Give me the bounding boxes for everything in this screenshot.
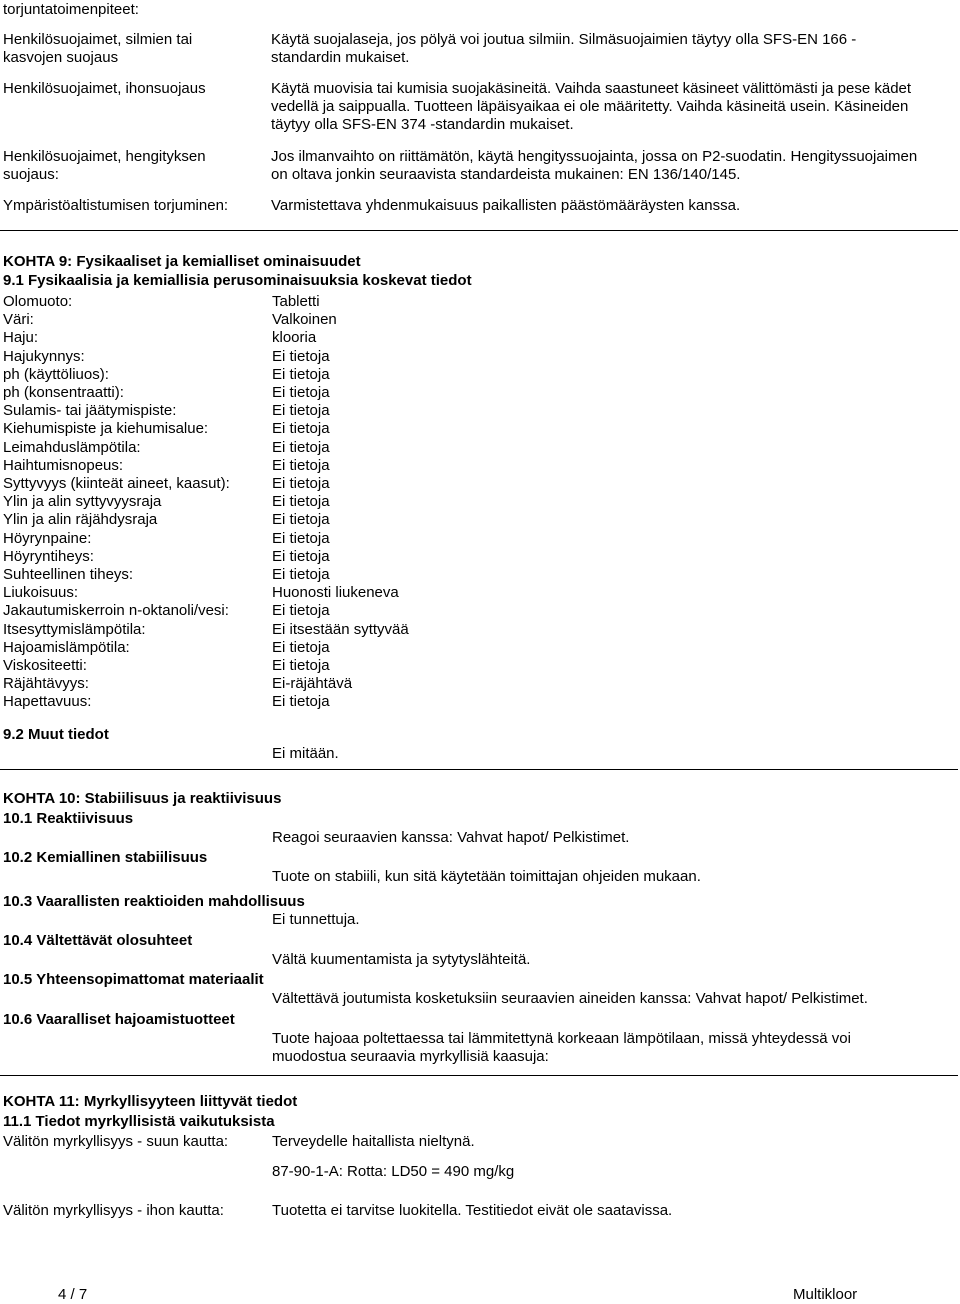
section-10-1-heading: 10.1 Reaktiivisuus bbox=[3, 810, 134, 827]
property-value: Ei tietoja bbox=[272, 638, 330, 656]
property-label: Ylin ja alin räjähdysraja bbox=[3, 511, 158, 529]
property-value: Ei tietoja bbox=[272, 547, 330, 565]
section-11-1-subtitle: 11.1 Tiedot myrkyllisistä vaikutuksista bbox=[3, 1113, 275, 1130]
property-value: Ei tietoja bbox=[272, 493, 330, 511]
property-label: ph (käyttöliuos): bbox=[3, 365, 109, 383]
property-row bbox=[3, 584, 943, 602]
property-label: Sulamis- tai jäätymispiste: bbox=[3, 402, 177, 420]
property-label: Höyryntiheys: bbox=[3, 547, 94, 565]
property-value: Ei tietoja bbox=[272, 566, 330, 583]
eye-protection-value: Käytä suojalaseja, jos pölyä voi joutua silmiin. Silmäsuojaimien täytyy olla SFS-EN 166 -standardin mukaiset. bbox=[271, 31, 857, 66]
property-row bbox=[3, 475, 943, 493]
skin-protection-label: Henkilösuojaimet, ihonsuojaus bbox=[3, 80, 206, 97]
property-value: Tabletti bbox=[272, 293, 320, 310]
oral-toxicity-label: Välitön myrkyllisyys - suun kautta: bbox=[3, 1133, 229, 1150]
property-label: Haju: bbox=[3, 329, 39, 347]
environmental-exposure-label: Ympäristöaltistumisen torjuminen: bbox=[3, 197, 229, 214]
section-10-1-value: Reagoi seuraavien kanssa: Vahvat hapot/ Pelkistimet. bbox=[272, 829, 630, 846]
oral-toxicity-value: Terveydelle haitallista nieltynä. bbox=[272, 1133, 475, 1150]
property-row bbox=[3, 675, 943, 693]
property-label: Leimahduslämpötila: bbox=[3, 438, 141, 456]
section-10-6-value: Tuote hajoaa poltettaessa tai lämmitettynä korkeaan lämpötilaan, missä yhteydessä voi muodostua seuraavia myrkyllisiä kaasuja: bbox=[272, 1030, 851, 1065]
property-row bbox=[3, 602, 943, 620]
property-row bbox=[3, 511, 943, 529]
property-row bbox=[3, 493, 943, 511]
property-row bbox=[3, 639, 943, 657]
eye-protection-label: Henkilösuojaimet, silmien tai kasvojen suojaus bbox=[3, 31, 193, 66]
property-row bbox=[3, 366, 943, 384]
section-10-5-heading: 10.5 Yhteensopimattomat materiaalit bbox=[3, 971, 264, 988]
oral-toxicity-ld50: 87-90-1-A: Rotta: LD50 = 490 mg/kg bbox=[272, 1163, 515, 1180]
property-value: Ei tietoja bbox=[272, 511, 330, 529]
property-value: Huonosti liukeneva bbox=[272, 584, 399, 602]
property-row bbox=[3, 548, 943, 566]
property-row bbox=[3, 439, 943, 457]
property-label: Suhteellinen tiheys: bbox=[3, 566, 134, 583]
property-label: Hajukynnys: bbox=[3, 347, 85, 365]
page-number: 4 / 7 bbox=[58, 1286, 88, 1303]
property-row bbox=[3, 457, 943, 475]
property-row bbox=[3, 566, 943, 584]
property-label: Hapettavuus: bbox=[3, 693, 92, 711]
property-value: Ei tietoja bbox=[272, 602, 330, 620]
property-value: Ei tietoja bbox=[272, 475, 330, 492]
section-10-4-value: Vältä kuumentamista ja sytytyslähteitä. bbox=[272, 951, 531, 968]
section-divider bbox=[0, 769, 958, 770]
property-row bbox=[3, 530, 943, 548]
section-10-title: KOHTA 10: Stabiilisuus ja reaktiivisuus bbox=[3, 790, 282, 807]
dermal-toxicity-label: Välitön myrkyllisyys - ihon kautta: bbox=[3, 1202, 224, 1219]
section-9-2-value: Ei mitään. bbox=[272, 745, 339, 762]
section-fragment: torjuntatoimenpiteet: bbox=[3, 1, 139, 18]
property-value: Ei tietoja bbox=[272, 365, 330, 383]
section-10-2-heading: 10.2 Kemiallinen stabiilisuus bbox=[3, 849, 208, 866]
property-value: Valkoinen bbox=[272, 311, 337, 329]
section-10-3-value: Ei tunnettuja. bbox=[272, 911, 360, 928]
property-label: Hajoamislämpötila: bbox=[3, 638, 130, 656]
property-row bbox=[3, 621, 943, 639]
dermal-toxicity-value: Tuotetta ei tarvitse luokitella. Testitiedot eivät ole saatavissa. bbox=[272, 1202, 673, 1219]
property-value: Ei tietoja bbox=[272, 438, 330, 456]
section-9-2-heading: 9.2 Muut tiedot bbox=[3, 726, 109, 743]
property-label: Ylin ja alin syttyvyysraja bbox=[3, 493, 162, 511]
skin-protection-value: Käytä muovisia tai kumisia suojakäsineitä. Vaihda saastuneet käsineet välittömästi ja pese kädet vedellä ja saippualla. Tuotteen läpäisyaikaa ei ole määritetty. Vaihda käsineitä usein. Käsineiden täytyy olla SFS-EN 374 -standardin mukaiset. bbox=[271, 80, 912, 133]
respiratory-protection-label: Henkilösuojaimet, hengityksen suojaus: bbox=[3, 148, 206, 183]
property-value: Ei tietoja bbox=[272, 529, 330, 547]
property-value: Ei tietoja bbox=[272, 693, 330, 711]
property-label: Viskositeetti: bbox=[3, 657, 87, 674]
environmental-exposure-value: Varmistettava yhdenmukaisuus paikallisten päästömääräysten kanssa. bbox=[271, 197, 741, 214]
property-value: Ei tietoja bbox=[272, 402, 330, 420]
property-row bbox=[3, 657, 943, 675]
property-row bbox=[3, 693, 943, 711]
property-label: Liukoisuus: bbox=[3, 584, 79, 602]
property-row bbox=[3, 329, 943, 347]
property-label: Kiehumispiste ja kiehumisalue: bbox=[3, 420, 209, 438]
property-row bbox=[3, 384, 943, 402]
section-10-4-heading: 10.4 Vältettävät olosuhteet bbox=[3, 932, 193, 949]
section-9-title: KOHTA 9: Fysikaaliset ja kemialliset ominaisuudet bbox=[3, 253, 361, 270]
property-label: Itsesyttymislämpötila: bbox=[3, 620, 146, 638]
section-9-1-subtitle: 9.1 Fysikaalisia ja kemiallisia perusominaisuuksia koskevat tiedot bbox=[3, 272, 472, 289]
property-value: Ei tietoja bbox=[272, 456, 330, 474]
property-value: Ei tietoja bbox=[272, 347, 330, 365]
property-row bbox=[3, 348, 943, 366]
property-label: Väri: bbox=[3, 311, 34, 329]
section-divider bbox=[0, 230, 958, 231]
property-value: Ei tietoja bbox=[272, 384, 330, 401]
property-row bbox=[3, 293, 943, 311]
property-row bbox=[3, 402, 943, 420]
section-10-3-heading: 10.3 Vaarallisten reaktioiden mahdollisuus bbox=[3, 893, 305, 910]
property-row bbox=[3, 311, 943, 329]
property-label: Höyrynpaine: bbox=[3, 529, 92, 547]
property-row bbox=[3, 420, 943, 438]
property-label: Räjähtävyys: bbox=[3, 675, 89, 693]
property-value: Ei itsestään syttyvää bbox=[272, 620, 409, 638]
property-value: Ei-räjähtävä bbox=[272, 675, 353, 693]
section-10-6-heading: 10.6 Vaaralliset hajoamistuotteet bbox=[3, 1011, 235, 1028]
property-label: Syttyvyys (kiinteät aineet, kaasut): bbox=[3, 475, 230, 492]
respiratory-protection-value: Jos ilmanvaihto on riittämätön, käytä hengityssuojainta, jossa on P2-suodatin. Hengityssuojaimen on oltava jonkin seuraavista standardeista mukainen: EN 136/140/145. bbox=[271, 148, 918, 183]
property-value: Ei tietoja bbox=[272, 657, 330, 674]
property-label: ph (konsentraatti): bbox=[3, 384, 124, 401]
product-name: Multikloor bbox=[793, 1286, 858, 1303]
property-label: Haihtumisnopeus: bbox=[3, 456, 124, 474]
section-divider bbox=[0, 1075, 958, 1076]
section-10-5-value: Vältettävä joutumista kosketuksiin seuraavien aineiden kanssa: Vahvat hapot/ Pelkistimet. bbox=[272, 990, 868, 1007]
property-value: Ei tietoja bbox=[272, 420, 330, 438]
property-value: klooria bbox=[272, 329, 317, 347]
property-label: Olomuoto: bbox=[3, 293, 73, 310]
section-10-2-value: Tuote on stabiili, kun sitä käytetään toimittajan ohjeiden mukaan. bbox=[272, 868, 701, 885]
section-11-title: KOHTA 11: Myrkyllisyyteen liittyvät tiedot bbox=[3, 1093, 298, 1110]
property-label: Jakautumiskerroin n-oktanoli/vesi: bbox=[3, 602, 229, 620]
